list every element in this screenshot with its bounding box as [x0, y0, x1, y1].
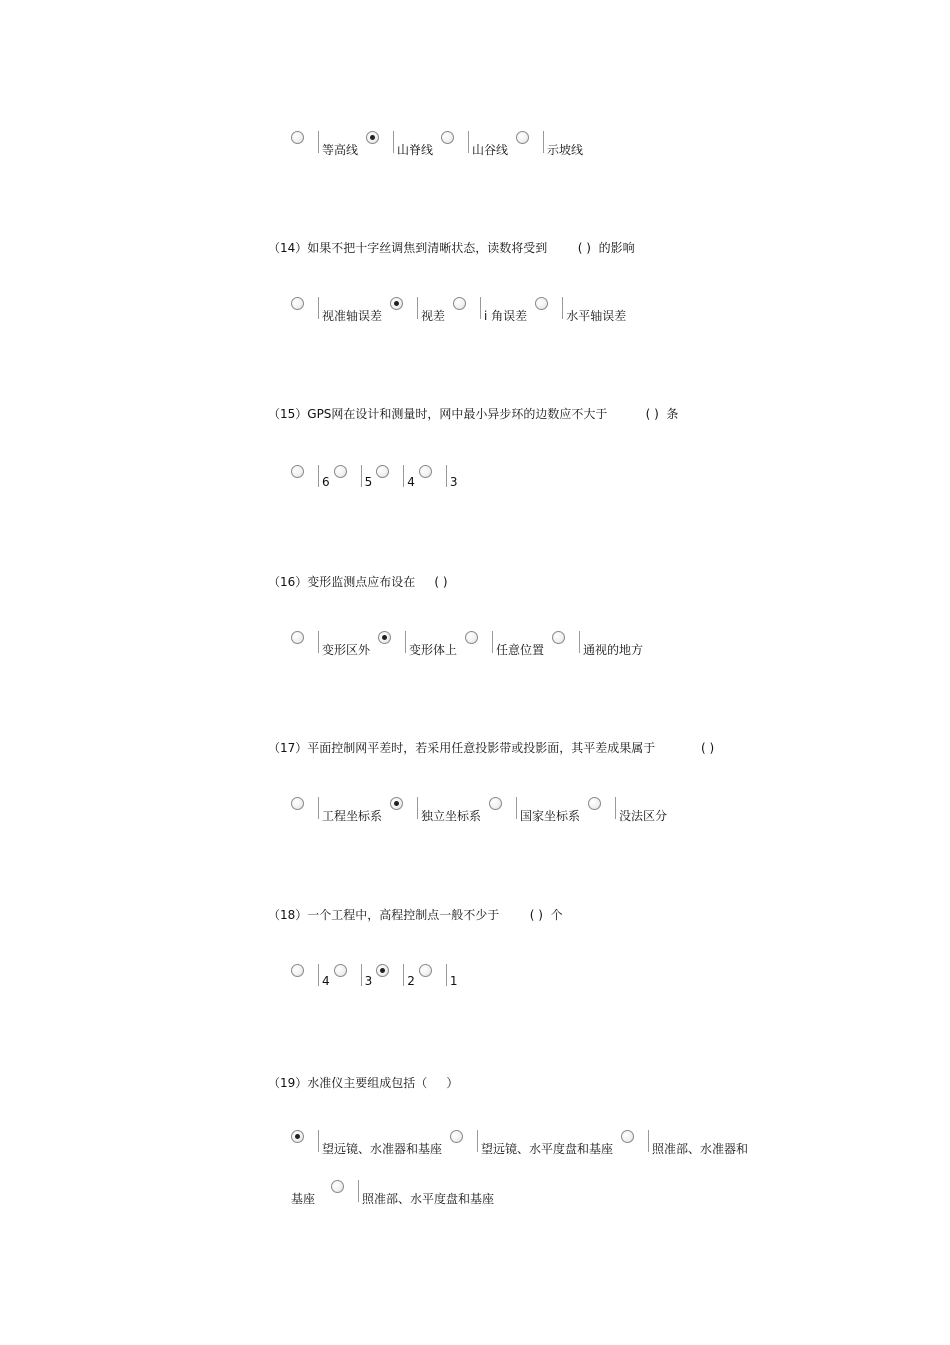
q19-stem: （19）水准仪主要组成包括（ ）	[268, 1076, 459, 1090]
q18-option-a[interactable]: 4	[291, 964, 334, 988]
radio-selected-icon[interactable]	[366, 131, 379, 144]
radio-icon[interactable]	[334, 964, 347, 977]
q18-options	[291, 964, 462, 988]
q14-option-a[interactable]: 视准轴误差	[291, 297, 390, 324]
q18-option-c[interactable]: 2	[376, 964, 419, 988]
radio-icon[interactable]	[465, 631, 478, 644]
radio-icon[interactable]	[419, 465, 432, 478]
q14-stem: （14）如果不把十字丝调焦到清晰状态，读数将受到 ( ) 的影响	[268, 241, 635, 255]
radio-icon[interactable]	[588, 797, 601, 810]
radio-icon[interactable]	[453, 297, 466, 310]
radio-icon[interactable]	[291, 964, 304, 977]
q13-option-c[interactable]: 山谷线	[441, 131, 516, 158]
q16-option-a[interactable]: 变形区外	[291, 631, 378, 658]
q17-option-b[interactable]: 独立坐标系	[390, 797, 489, 824]
q14-option-c[interactable]: i 角误差	[453, 297, 535, 324]
q16-stem: （16）变形监测点应布设在 ( )	[268, 575, 448, 589]
q18-option-b[interactable]: 3	[334, 964, 377, 988]
radio-icon[interactable]	[516, 131, 529, 144]
q13-option-a[interactable]: 等高线	[291, 131, 366, 158]
q19-option-a[interactable]: 望远镜、水准器和基座	[291, 1130, 450, 1157]
q14-option-d[interactable]: 水平轴误差	[535, 297, 634, 324]
radio-icon[interactable]	[621, 1130, 634, 1143]
q19-option-d[interactable]: 照准部、水平度盘和基座	[331, 1180, 502, 1207]
q19-options	[291, 1130, 756, 1157]
q14-options	[291, 297, 634, 324]
radio-icon[interactable]	[441, 131, 454, 144]
radio-selected-icon[interactable]	[378, 631, 391, 644]
q18-option-d[interactable]: 1	[419, 964, 462, 988]
q16-option-d[interactable]: 通视的地方	[552, 631, 651, 658]
q19-option-c[interactable]: 照准部、水准器和	[621, 1130, 756, 1157]
radio-selected-icon[interactable]	[390, 297, 403, 310]
q13-options	[291, 131, 591, 158]
radio-icon[interactable]	[450, 1130, 463, 1143]
q19-option-c-continuation: 基座	[291, 1192, 316, 1206]
q13-option-b[interactable]: 山脊线	[366, 131, 441, 158]
radio-selected-icon[interactable]	[291, 1130, 304, 1143]
radio-selected-icon[interactable]	[376, 964, 389, 977]
q16-options	[291, 631, 651, 658]
q16-option-c[interactable]: 任意位置	[465, 631, 552, 658]
radio-icon[interactable]	[376, 465, 389, 478]
radio-icon[interactable]	[489, 797, 502, 810]
radio-icon[interactable]	[419, 964, 432, 977]
q19-options-line2	[291, 1180, 502, 1207]
q13-option-d[interactable]: 示坡线	[516, 131, 591, 158]
radio-icon[interactable]	[334, 465, 347, 478]
radio-icon[interactable]	[291, 465, 304, 478]
radio-icon[interactable]	[291, 631, 304, 644]
q15-stem: （15）GPS网在设计和测量时，网中最小异步环的边数应不大于 ( ) 条	[268, 407, 679, 421]
q15-option-d[interactable]: 3	[419, 465, 462, 489]
radio-icon[interactable]	[291, 131, 304, 144]
q18-stem: （18）一个工程中，高程控制点一般不少于 ( ) 个	[268, 908, 563, 922]
q17-option-c[interactable]: 国家坐标系	[489, 797, 588, 824]
q15-option-a[interactable]: 6	[291, 465, 334, 489]
radio-icon[interactable]	[552, 631, 565, 644]
q17-stem: （17）平面控制网平差时，若采用任意投影带或投影面，其平差成果属于 ( )	[268, 741, 715, 755]
q17-options	[291, 797, 675, 824]
q15-options	[291, 465, 462, 489]
q19-option-b[interactable]: 望远镜、水平度盘和基座	[450, 1130, 621, 1157]
q15-option-b[interactable]: 5	[334, 465, 377, 489]
q14-option-b[interactable]: 视差	[390, 297, 453, 324]
q17-option-d[interactable]: 没法区分	[588, 797, 675, 824]
radio-icon[interactable]	[291, 297, 304, 310]
radio-icon[interactable]	[331, 1180, 344, 1193]
q17-option-a[interactable]: 工程坐标系	[291, 797, 390, 824]
radio-selected-icon[interactable]	[390, 797, 403, 810]
radio-icon[interactable]	[291, 797, 304, 810]
q15-option-c[interactable]: 4	[376, 465, 419, 489]
radio-icon[interactable]	[535, 297, 548, 310]
q16-option-b[interactable]: 变形体上	[378, 631, 465, 658]
